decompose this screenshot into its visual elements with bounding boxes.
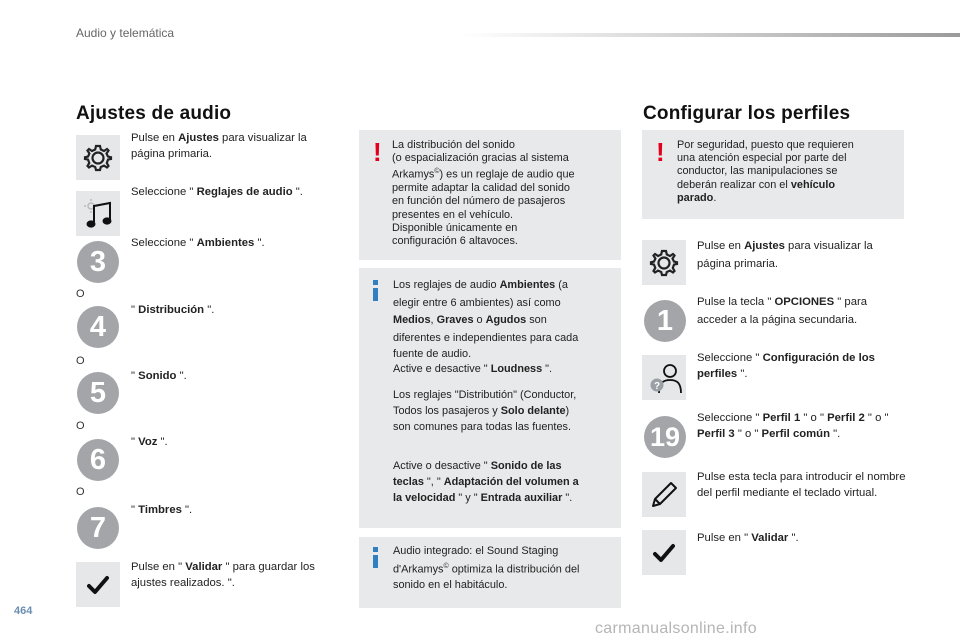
info-icon-dot [373,547,378,552]
step-text: " Voz ". [131,436,168,448]
step-text: Pulse en Ajustes para visualizar la página primaria. [697,240,873,270]
music-note-icon [76,191,120,236]
step-text: Pulse esta tecla para introducir el nombre del perfil mediante el teclado virtual. [697,471,906,499]
gear-icon [642,240,686,285]
section-title-profiles: Configurar los perfiles [643,103,851,124]
step-text: Seleccione " Configuración de los perfiles ". [697,352,875,380]
step-text: Seleccione " Reglajes de audio ". [131,186,303,198]
step-text: Pulse en Ajustes para visualizar la página primaria. [131,132,307,160]
section-title-audio: Ajustes de audio [76,103,232,124]
watermark: carmanualsonline.info [595,620,757,637]
step-text: Pulse en " Validar " para guardar los ajustes realizados. ". [131,561,315,589]
info-icon [373,288,378,301]
page-number: 464 [14,605,33,617]
step-badge: 7 [77,507,119,549]
warning-text: La distribución del sonido (o espacialización gracias al sistema Arkamys©) es un reglaje de audio que permite adaptar la calidad del sonido en función del número de pasajeros presentes en el vehículo. Disponible únicamente en configuración 6 altavoces. [392,139,575,248]
info-text: Los reglajes "Distributión" (Conductor, Todos los pasajeros y Solo delante) son comunes para todas las fuentes. [393,389,577,433]
pencil-icon [642,472,686,517]
step-text: " Timbres ". [131,504,193,516]
step-badge: 3 [77,241,119,283]
step-badge: 1 [644,300,686,342]
step-text: " Distribución ". [131,304,215,316]
or-label: O [76,420,85,432]
warning-icon: ! [373,137,382,167]
profile-icon [642,355,686,400]
info-text: Active o desactive " Sonido de las teclas ", " Adaptación del volumen a la velocidad " y " Entrada auxiliar ". [393,460,579,504]
step-text: Pulse en " Validar ". [697,532,799,544]
step-text: Seleccione " Ambientes ". [131,237,265,249]
check-icon [76,562,120,607]
warning-icon: ! [656,137,665,167]
step-text: Pulse la tecla " OPCIONES " para acceder a la página secundaria. [697,296,868,326]
or-label: O [76,486,85,498]
step-badge: 19 [644,416,686,458]
info-text: Audio integrado: el Sound Staging d'Arkamys© optimiza la distribución del sonido en el habitáculo. [393,545,580,591]
step-text: Seleccione " Perfil 1 " o " Perfil 2 " o " Perfil 3 " o " Perfil común ". [697,412,889,440]
svg-text:?: ? [653,380,661,392]
or-label: O [76,288,85,300]
or-label: O [76,355,85,367]
check-icon [642,530,686,575]
info-icon-dot [373,280,378,285]
step-badge: 6 [77,439,119,481]
step-badge: 4 [77,306,119,348]
header-title: Audio y telemática [76,26,175,40]
header-divider [462,33,960,37]
info-text: Los reglajes de audio Ambientes (a elegir entre 6 ambientes) así como Medios, Graves o Agudos son diferentes e independientes para cada fuente de audio. Active e desactive " Loudness ". [393,279,579,375]
step-text: " Sonido ". [131,370,187,382]
step-badge: 5 [77,372,119,414]
info-icon [373,555,378,568]
warning-text: Por seguridad, puesto que requieren una atención especial por parte del conductor, las manipulaciones se deberán realizar con el vehículo parado. [677,139,854,204]
gear-icon [76,135,120,180]
